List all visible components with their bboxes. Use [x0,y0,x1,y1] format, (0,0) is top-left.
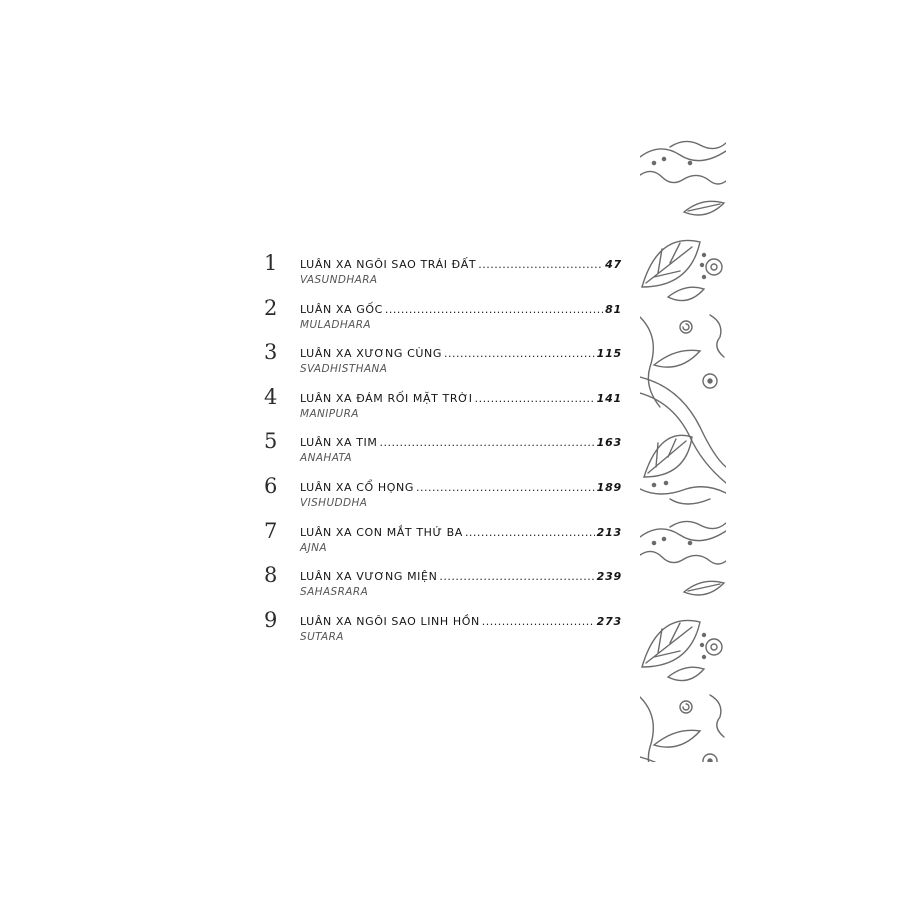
entry-number: 5 [264,429,278,454]
entry-page-number: 47 [605,258,622,271]
entry-subtitle: SAHASRARA [300,586,369,599]
floral-pattern-icon [640,137,726,762]
entry-line [300,258,622,271]
toc-entry[interactable] [264,386,622,431]
entry-subtitle: MANIPURA [300,407,359,420]
dot-leader [416,481,595,494]
dot-leader [465,526,595,539]
entry-page-number: 239 [596,570,622,584]
table-of-contents [264,252,622,653]
entry-line [300,392,622,405]
entry-subtitle: AJNA [300,541,327,554]
entry-line [300,303,622,316]
entry-subtitle: VASUNDHARA [300,274,378,286]
entry-title: LUÂN XA ĐÁM RỐI MẶT TRỜI [300,391,473,405]
entry-number: 7 [264,518,278,543]
entry-title: LUÂN XA XƯƠNG CÙNG [300,347,442,361]
entry-line [300,436,622,449]
dot-leader [380,436,595,449]
entry-page-number: 189 [596,480,622,494]
toc-entry[interactable] [264,341,622,386]
toc-entry[interactable] [264,252,622,297]
entry-subtitle: ANAHATA [300,452,352,465]
entry-page-number: 115 [596,347,622,361]
entry-line [300,570,622,583]
entry-title: LUÂN XA NGÔI SAO LINH HỒN [300,614,480,628]
dot-leader [482,615,595,628]
entry-subtitle: MULADHARA [300,318,372,331]
toc-entry[interactable] [264,297,622,342]
entry-number: 8 [264,563,278,588]
entry-line [300,347,622,360]
entry-line [300,481,622,494]
entry-line [300,615,622,628]
toc-entry[interactable] [264,564,622,609]
toc-entry[interactable] [264,520,622,565]
entry-number: 1 [264,251,278,275]
entry-title: LUÂN XA CỔ HỌNG [300,480,414,494]
entry-subtitle: SVADHISTHANA [300,363,388,376]
entry-number: 3 [264,340,278,365]
entry-title: LUÂN XA GỐC [300,302,383,316]
entry-subtitle: VISHUDDHA [300,496,368,509]
entry-line [300,526,622,539]
entry-number: 6 [264,473,278,498]
entry-page-number: 213 [596,525,622,539]
dot-leader [385,303,603,316]
entry-page-number: 81 [605,302,622,316]
entry-number: 9 [264,607,278,632]
entry-page-number: 163 [596,436,622,450]
toc-entry[interactable] [264,609,622,654]
entry-page-number: 141 [596,391,622,405]
entry-title: LUÂN XA CON MẮT THỨ BA [300,525,463,539]
toc-entry[interactable] [264,430,622,475]
entry-title: LUÂN XA VƯƠNG MIỆN [300,570,438,584]
dot-leader [439,570,594,583]
entry-number: 4 [264,384,278,409]
dot-leader [475,392,595,405]
toc-entry[interactable] [264,475,622,520]
entry-page-number: 273 [596,614,622,628]
entry-title: LUÂN XA TIM [300,436,378,450]
entry-title: LUÂN XA NGÔI SAO TRÁI ĐẤT [300,258,477,271]
dot-leader [478,258,603,271]
entry-subtitle: SUTARA [300,630,344,643]
entry-number: 2 [264,295,278,320]
dot-leader [444,347,595,360]
